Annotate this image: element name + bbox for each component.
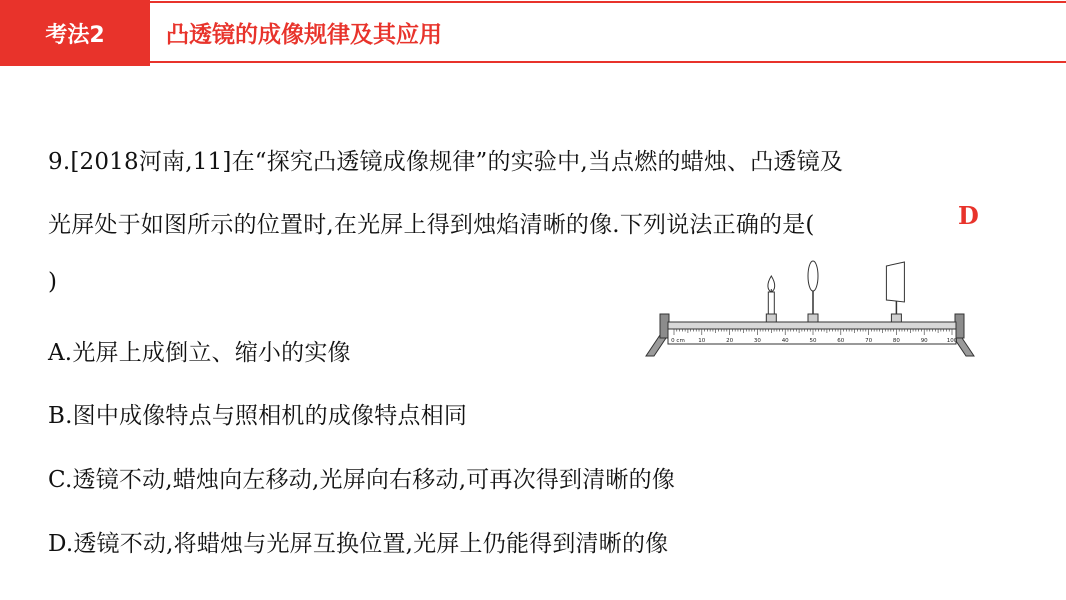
ruler-label: 30	[753, 338, 761, 344]
section-tag: 考法2	[0, 0, 150, 66]
title-box	[150, 1, 1066, 63]
option-d: D.透镜不动,将蜡烛与光屏互换位置,光屏上仍能得到清晰的像	[48, 531, 669, 557]
header-bar	[0, 0, 1066, 66]
question-line-1: 9.[2018河南,11]在“探究凸透镜成像规律”的实验中,当点燃的蜡烛、凸透镜及	[48, 149, 844, 175]
ruler-label: 100	[946, 338, 958, 344]
option-b: B.图中成像特点与照相机的成像特点相同	[48, 403, 468, 429]
page-title: 凸透镜的成像规律及其应用	[166, 21, 442, 48]
candle-holder	[766, 314, 776, 322]
screen-holder	[891, 314, 901, 322]
optical-bench-diagram	[640, 250, 980, 362]
option-c: C.透镜不动,蜡烛向左移动,光屏向右移动,可再次得到清晰的像	[48, 467, 676, 493]
ruler-label: 50	[809, 338, 817, 344]
bench-rail	[668, 322, 956, 329]
light-screen	[886, 262, 904, 322]
candle-body	[768, 292, 774, 314]
ruler-label: 90	[920, 338, 928, 344]
ruler-label: 40	[781, 338, 789, 344]
ruler-label: 60	[837, 338, 845, 344]
ruler-label: 20	[726, 338, 734, 344]
question-line-2: 光屏处于如图所示的位置时,在光屏上得到烛焰清晰的像.下列说法正确的是(	[48, 212, 815, 238]
candle	[766, 276, 776, 322]
answer-mark: D	[958, 201, 979, 230]
screen-icon	[886, 262, 904, 302]
ruler-label: 0 cm	[671, 338, 685, 344]
lens-holder	[808, 314, 818, 322]
ruler-label: 10	[698, 338, 706, 344]
question-line-3: )	[48, 269, 58, 295]
option-a: A.光屏上成倒立、缩小的实像	[48, 340, 351, 366]
convex-lens	[808, 261, 818, 322]
ruler-label: 80	[892, 338, 900, 344]
ruler-label: 70	[865, 338, 873, 344]
lens-icon	[808, 261, 818, 291]
